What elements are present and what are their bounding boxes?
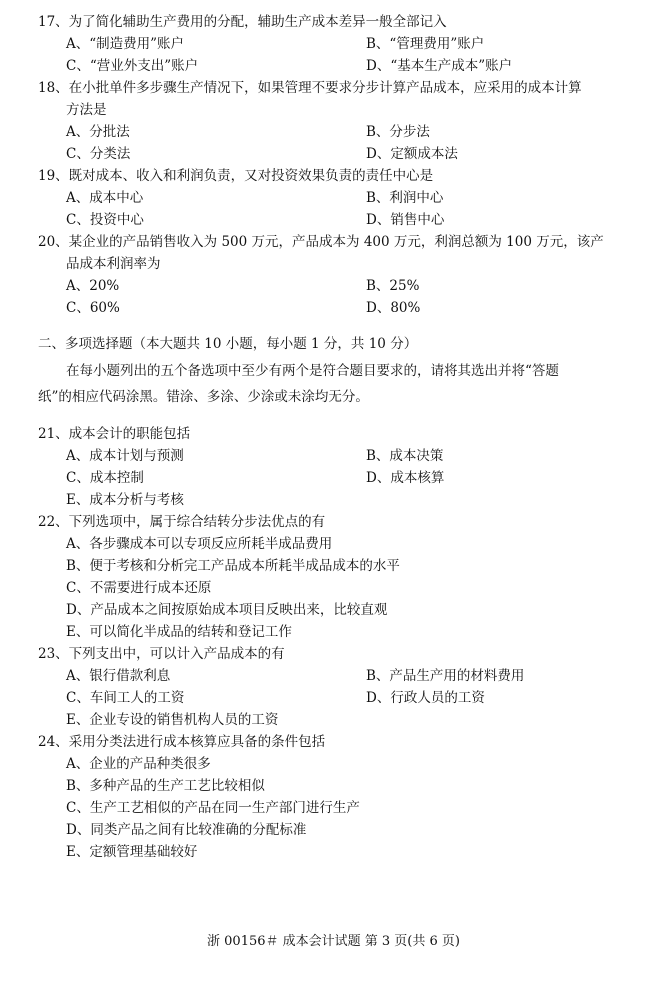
question-20-option-c: C、60% <box>66 300 120 316</box>
question-23-option-b: B、产品生产用的材料费用 <box>366 668 525 684</box>
question-24-option-c: C、生产工艺相似的产品在同一生产部门进行生产 <box>66 800 360 816</box>
question-23-stem: 23、下列支出中，可以计入产品成本的有 <box>38 646 285 662</box>
question-22-stem: 22、下列选项中，属于综合结转分步法优点的有 <box>38 514 326 530</box>
question-19-stem: 19、既对成本、收入和利润负责，又对投资效果负责的责任中心是 <box>38 168 434 184</box>
question-18-stem: 18、在小批单件多步骤生产情况下，如果管理不要求分步计算产品成本，应采用的成本计算 <box>38 80 582 96</box>
question-17-option-d: D、“基本生产成本”账户 <box>366 58 513 74</box>
question-19-option-c: C、投资中心 <box>66 212 144 228</box>
question-20-option-b: B、25% <box>366 278 420 294</box>
question-21-option-c: C、成本控制 <box>66 470 144 486</box>
question-24-option-e: E、定额管理基础较好 <box>66 844 198 860</box>
question-18-option-d: D、定额成本法 <box>366 146 458 162</box>
question-20-stem: 20、某企业的产品销售收入为 500 万元，产品成本为 400 万元，利润总额为 100 万元，该产 <box>38 234 604 250</box>
question-21-option-b: B、成本决策 <box>366 448 444 464</box>
question-23-option-d: D、行政人员的工资 <box>366 690 485 706</box>
question-19-option-d: D、销售中心 <box>366 212 445 228</box>
section-2-instruction-line-2: 纸”的相应代码涂黑。错涂、多涂、少涂或未涂均无分。 <box>38 389 369 405</box>
question-23-option-a: A、银行借款利息 <box>66 668 171 684</box>
question-22-option-a: A、各步骤成本可以专项反应所耗半成品费用 <box>66 536 333 552</box>
question-17-option-a: A、“制造费用”账户 <box>66 36 185 52</box>
question-24-option-d: D、同类产品之间有比较准确的分配标准 <box>66 822 307 838</box>
section-2-instruction-line-1: 在每小题列出的五个备选项中至少有两个是符合题目要求的，请将其选出并将“答题 <box>66 363 559 379</box>
question-17-stem: 17、为了简化辅助生产费用的分配，辅助生产成本差异一般全部记入 <box>38 14 447 30</box>
question-17-option-b: B、“管理费用”账户 <box>366 36 485 52</box>
question-24-option-b: B、多种产品的生产工艺比较相似 <box>66 778 265 794</box>
question-17-option-c: C、“营业外支出”账户 <box>66 58 199 74</box>
question-21-stem: 21、成本会计的职能包括 <box>38 426 191 442</box>
question-18-option-a: A、分批法 <box>66 124 130 140</box>
question-20-option-d: D、80% <box>366 300 421 316</box>
question-24-stem: 24、采用分类法进行成本核算应具备的条件包括 <box>38 734 326 750</box>
page-footer: 浙 00156＃ 成本会计试题 第 3 页(共 6 页) <box>207 934 460 949</box>
question-23-option-e: E、企业专设的销售机构人员的工资 <box>66 712 279 728</box>
question-19-option-b: B、利润中心 <box>366 190 444 206</box>
question-21-option-d: D、成本核算 <box>366 470 445 486</box>
question-22-option-b: B、便于考核和分析完工产品成本所耗半成品成本的水平 <box>66 558 400 574</box>
question-18-stem-continued: 方法是 <box>66 102 107 118</box>
question-18-option-c: C、分类法 <box>66 146 131 162</box>
question-23-option-c: C、车间工人的工资 <box>66 690 185 706</box>
question-19-option-a: A、成本中心 <box>66 190 144 206</box>
question-20-stem-continued: 品成本利润率为 <box>66 256 161 272</box>
question-21-option-a: A、成本计划与预测 <box>66 448 184 464</box>
question-22-option-c: C、不需要进行成本还原 <box>66 580 212 596</box>
question-18-option-b: B、分步法 <box>366 124 430 140</box>
question-22-option-d: D、产品成本之间按原始成本项目反映出来，比较直观 <box>66 602 388 618</box>
question-24-option-a: A、企业的产品种类很多 <box>66 756 211 772</box>
section-2-title: 二、多项选择题（本大题共 10 小题，每小题 1 分，共 10 分） <box>38 336 418 352</box>
question-22-option-e: E、可以简化半成品的结转和登记工作 <box>66 624 292 640</box>
question-21-option-e: E、成本分析与考核 <box>66 492 184 508</box>
question-20-option-a: A、20% <box>66 278 120 294</box>
